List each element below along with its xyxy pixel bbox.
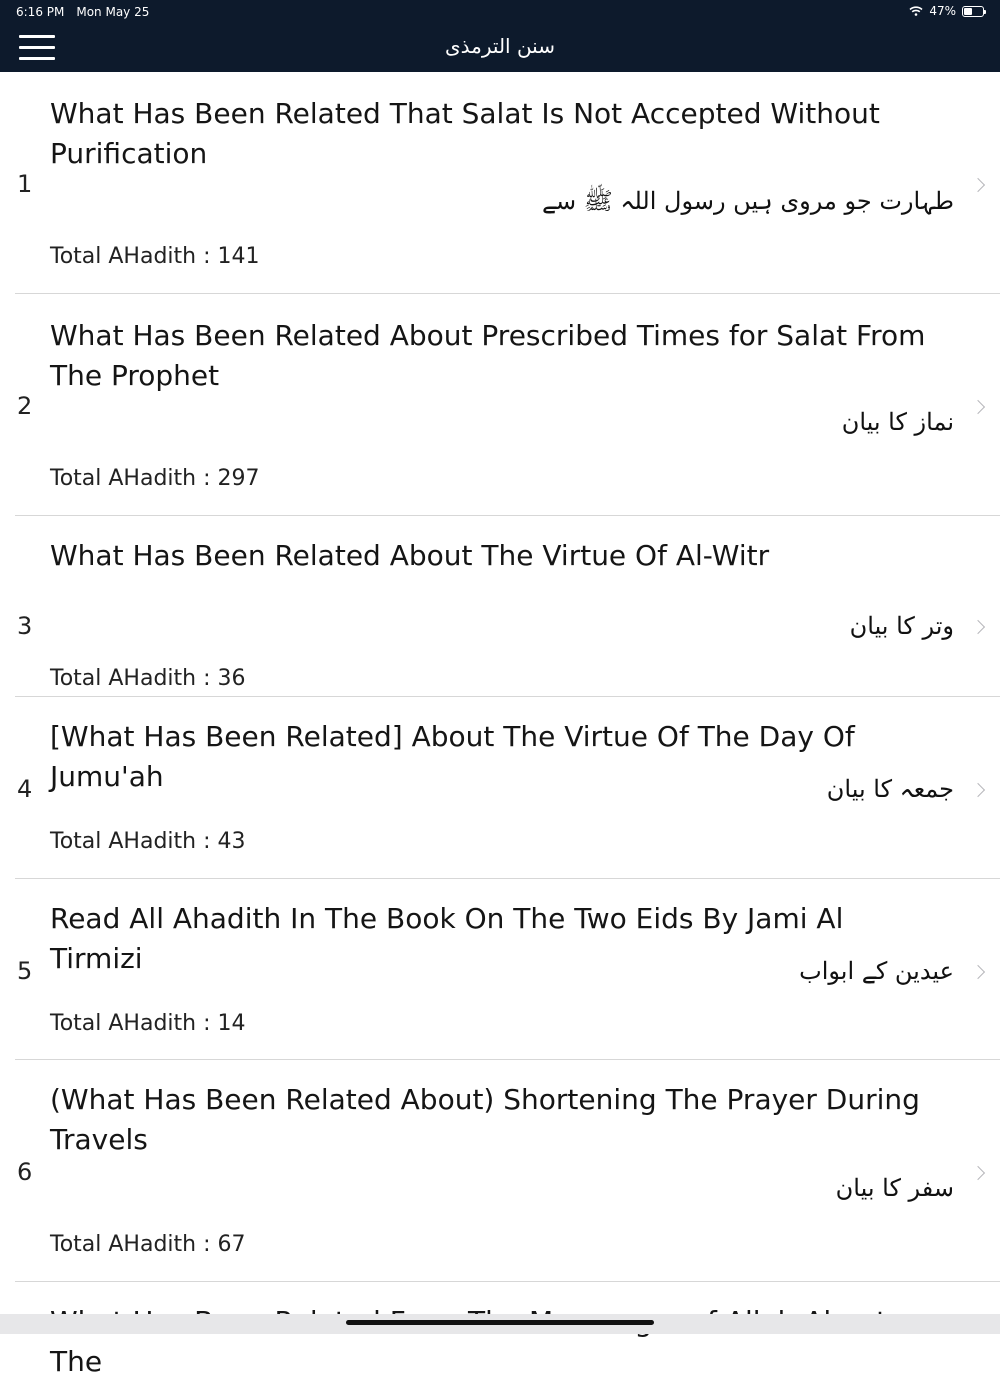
chapter-number: 4 <box>17 775 33 803</box>
chevron-right-icon <box>971 620 985 634</box>
chevron-right-icon <box>971 400 985 414</box>
chapter-hadith-count: Total AHadith : 297 <box>50 466 260 491</box>
chapter-number: 2 <box>17 392 33 420</box>
chapter-number: 3 <box>17 612 33 640</box>
chapter-title: [What Has Been Related] About The Virtue Of The Day Of Jumu'ah <box>50 720 855 793</box>
status-right <box>909 4 984 18</box>
chapter-urdu-title: طہارت جو مروی ہیں رسول اللہ ﷺ سے <box>541 187 954 215</box>
chapter-row[interactable] <box>0 697 1000 879</box>
status-left <box>16 5 149 19</box>
chapter-title: Read All Ahadith In The Book On The Two Eids By Jami Al Tirmizi <box>50 902 844 975</box>
chapter-title: What Has Been Related About The Virtue Of Al-Witr <box>50 539 770 572</box>
chapter-row[interactable] <box>0 516 1000 697</box>
chapter-hadith-count: Total AHadith : 141 <box>50 244 260 269</box>
page-title: سنن الترمذی <box>445 34 555 58</box>
nav-bar <box>0 24 1000 72</box>
battery-percent: 47% <box>929 4 956 18</box>
chapter-urdu-title: عیدین کے ابواب <box>799 957 954 985</box>
chapter-row[interactable] <box>0 294 1000 516</box>
status-bar <box>0 0 1000 24</box>
battery-icon <box>962 6 984 17</box>
chapter-title: What Has Been Related That Salat Is Not Accepted Without Purification <box>50 97 880 170</box>
chapter-row[interactable] <box>0 879 1000 1060</box>
chevron-right-icon <box>971 783 985 797</box>
chapter-number: 1 <box>17 170 33 198</box>
battery-fill <box>964 8 972 15</box>
chapter-urdu-title: وتر کا بیان <box>849 612 954 640</box>
chapter-hadith-count: Total AHadith : 67 <box>50 1232 246 1257</box>
chapter-urdu-title: نماز کا بیان <box>841 408 954 436</box>
chapter-row[interactable] <box>0 1060 1000 1282</box>
chapter-list[interactable] <box>0 72 1000 1378</box>
chevron-right-icon <box>971 965 985 979</box>
wifi-icon <box>909 6 923 16</box>
chapter-title: (What Has Been Related About) Shortening The Prayer During Travels <box>50 1083 920 1156</box>
chapter-hadith-count: Total AHadith : 43 <box>50 829 246 854</box>
chapter-row[interactable] <box>0 72 1000 294</box>
chapter-urdu-title: جمعہ کا بیان <box>826 775 954 803</box>
chapter-title: What Has Been Related About Prescribed Times for Salat From The Prophet <box>50 319 926 392</box>
chapter-title: The <box>50 1345 103 1378</box>
home-indicator[interactable] <box>346 1320 654 1325</box>
chapter-hadith-count: Total AHadith : 36 <box>50 666 246 691</box>
chevron-right-icon <box>971 1166 985 1180</box>
chevron-right-icon <box>971 178 985 192</box>
status-date: Mon May 25 <box>76 5 150 19</box>
status-time: 6:16 PM <box>16 5 65 19</box>
chapter-number: 5 <box>17 957 33 985</box>
chapter-number: 6 <box>17 1158 33 1186</box>
chapter-urdu-title: سفر کا بیان <box>835 1174 954 1202</box>
chapter-hadith-count: Total AHadith : 14 <box>50 1011 246 1036</box>
